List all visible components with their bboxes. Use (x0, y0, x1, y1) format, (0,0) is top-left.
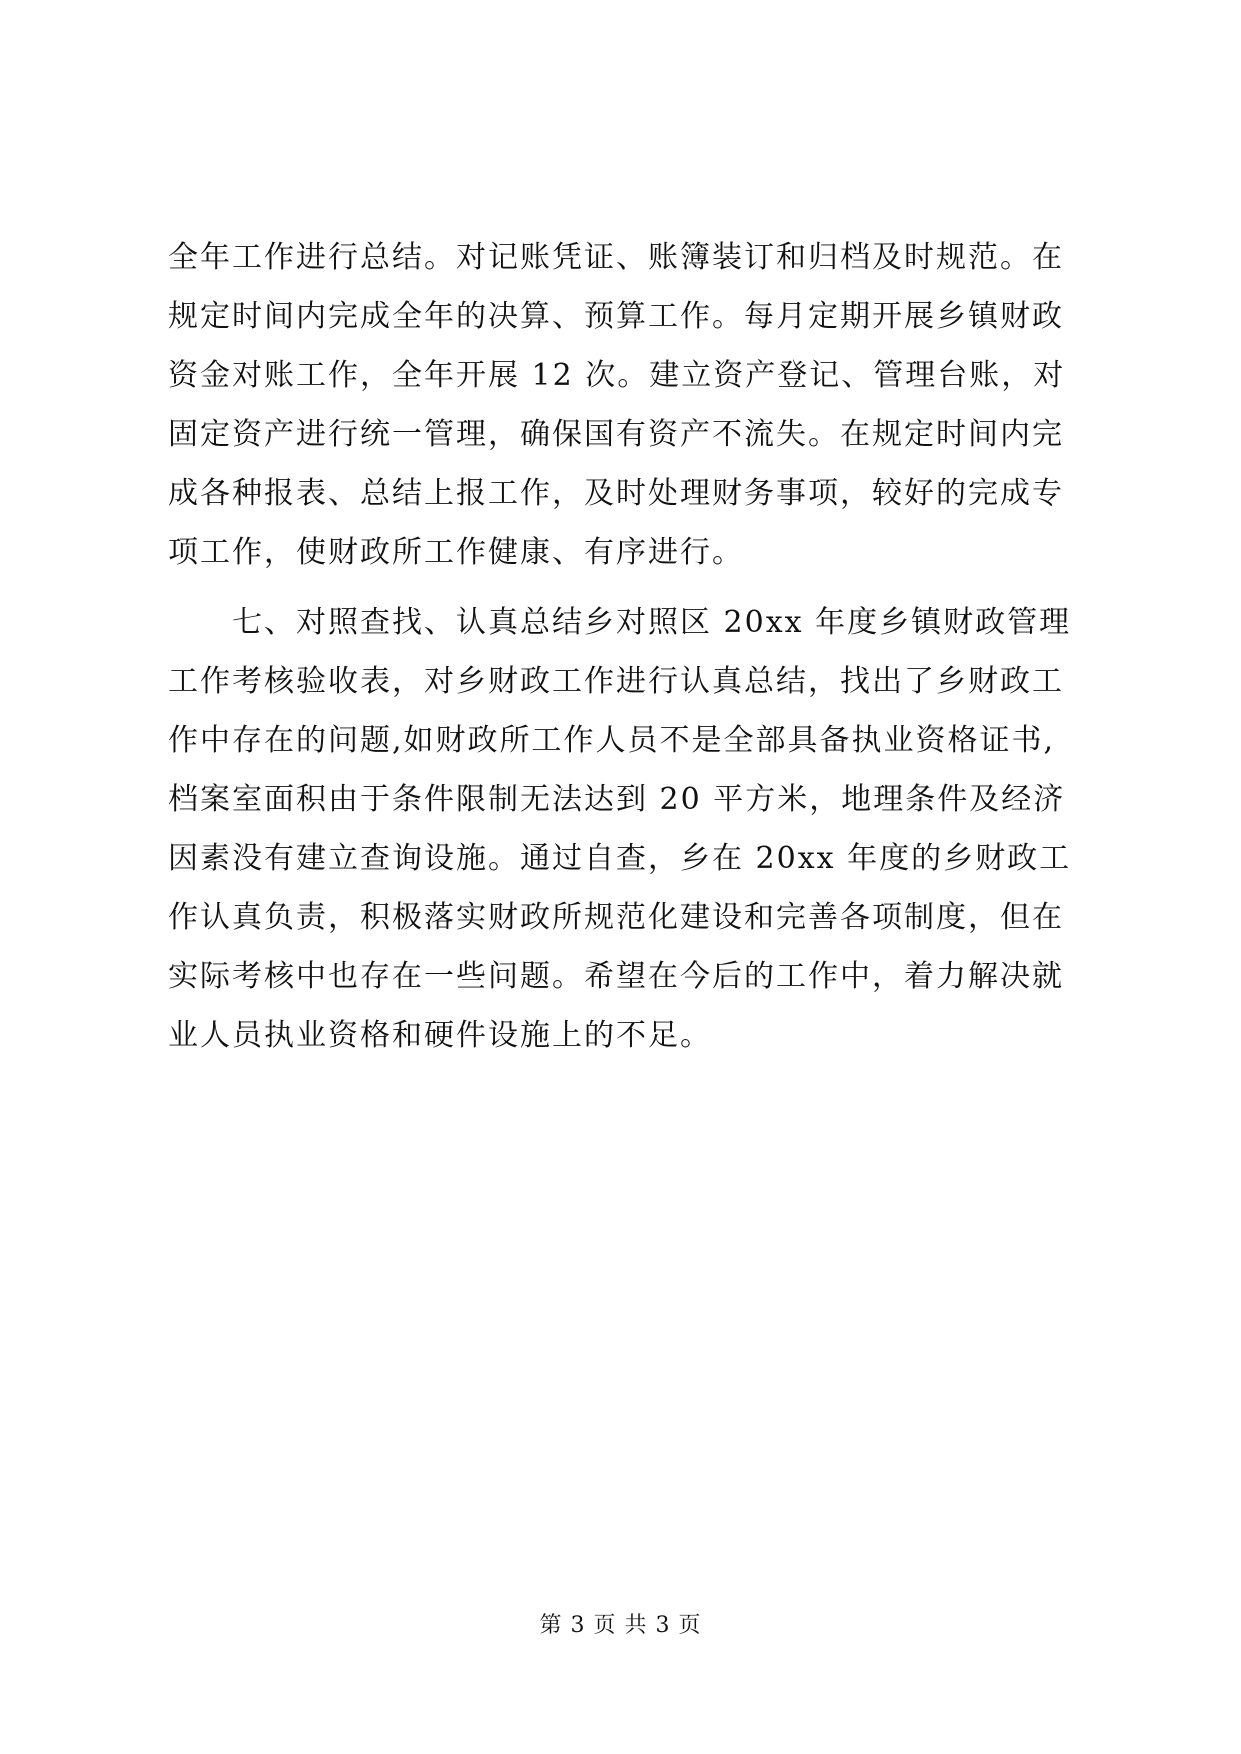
text-line: 工作考核验收表，对乡财政工作进行认真总结，找出了乡财政工 (168, 664, 1064, 699)
text-line: 资金对账工作，全年开展 12 次。建立资产登记、管理台账，对 (168, 358, 1066, 393)
text-line: 成各种报表、总结上报工作，及时处理财务事项，较好的完成专 (168, 476, 1064, 511)
paragraph-gap (168, 582, 1080, 593)
text-line: 规定时间内完成全年的决算、预算工作。每月定期开展乡镇财政 (168, 299, 1064, 334)
document-body (168, 228, 1080, 1065)
text-line: 固定资产进行统一管理，确保国有资产不流失。在规定时间内完 (168, 417, 1064, 452)
text-line: 业人员执业资格和硬件设施上的不足。 (168, 1018, 712, 1053)
text-line: 因素没有建立查询设施。通过自查，乡在 20xx 年度的乡财政工 (168, 841, 1072, 876)
text-line: 全年工作进行总结。对记账凭证、账簿装订和归档及时规范。在 (168, 240, 1064, 275)
text-line: 实际考核中也存在一些问题。希望在今后的工作中，着力解决就 (168, 959, 1064, 994)
text-line: 作中存在的问题,如财政所工作人员不是全部具备执业资格证书, (168, 723, 1056, 758)
paragraph-1 (168, 228, 1080, 582)
text-line: 档案室面积由于条件限制无法达到 20 平方米，地理条件及经济 (168, 782, 1066, 817)
paragraph-2 (168, 593, 1080, 1065)
text-line: 七、对照查找、认真总结乡对照区 20xx 年度乡镇财政管理 (232, 605, 1072, 640)
text-line: 项工作，使财政所工作健康、有序进行。 (168, 535, 744, 570)
text-line: 作认真负责，积极落实财政所规范化建设和完善各项制度，但在 (168, 900, 1064, 935)
page-footer: 第 3 页 共 3 页 (539, 1613, 702, 1638)
